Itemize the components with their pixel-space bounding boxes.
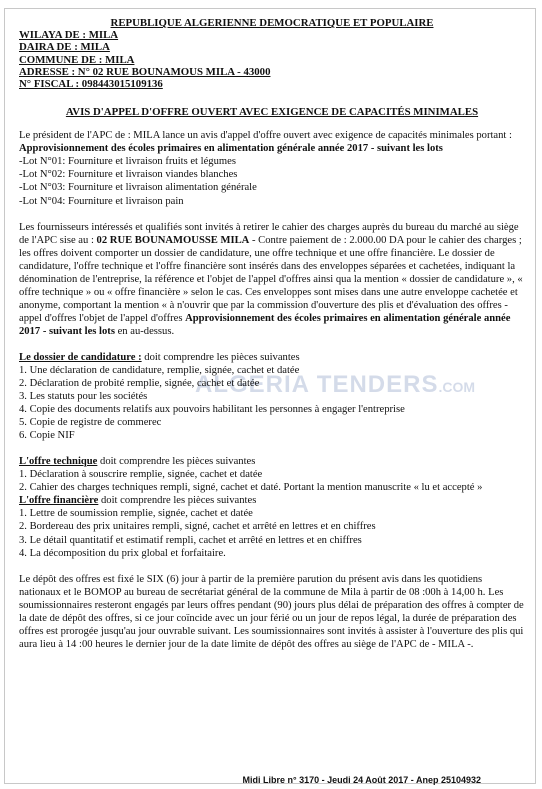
fiscal-number-line: N° FISCAL : 098443015109136 — [19, 78, 163, 91]
financiere-intro: doit comprendre les pièces suivantes — [98, 495, 257, 507]
list-item: 3. Les statuts pour les sociétés — [19, 390, 148, 402]
commune-line: COMMUNE DE : MILA — [19, 53, 135, 66]
conditions-subject: Approvisionnement des écoles primaires en alimentation générale année 2017 - suivant les lots — [19, 312, 511, 337]
list-item: 1. Déclaration à souscrire remplie, signée, cachet et datée — [19, 469, 263, 481]
notice-body — [19, 17, 525, 651]
lot-item: -Lot N°04: Fourniture et livraison pain — [19, 195, 184, 207]
dossier-heading-line — [19, 351, 525, 364]
list-item: 1. Une déclaration de candidature, remplie, signée, cachet et datée — [19, 364, 300, 376]
intro-paragraph — [19, 129, 525, 155]
conditions-text-a: Les fournisseurs intéressés et qualifiés sont invités à retirer le cahier des charges auprès du bureau du marché au siège de l'APC sise au : — [19, 221, 519, 246]
document-page — [4, 8, 536, 784]
spacer — [19, 442, 525, 455]
financiere-heading-line — [19, 494, 525, 507]
lots-list — [19, 155, 525, 207]
financiere-heading: L'offre financière — [19, 495, 99, 507]
republic-heading: REPUBLIQUE ALGERIENNE DEMOCRATIQUE ET POPULAIRE — [110, 17, 434, 29]
intro-text: Le président de l'APC de : MILA lance un avis d'appel d'offre ouvert avec exigence de capacités minimales portant : — [19, 130, 512, 142]
list-item: 2. Bordereau des prix unitaires rempli, signé, cachet et arrêté en lettres et en chiffres — [19, 521, 376, 533]
watermark-domain: .COM — [438, 379, 476, 395]
wilaya-line: WILAYA DE : MILA — [19, 29, 119, 42]
spacer — [19, 560, 525, 573]
watermark-text: ALGERIA TENDERS — [195, 371, 439, 398]
publication-footer: Midi Libre n° 3170 - Jeudi 24 Août 2017 - Anep 25104932 — [242, 775, 481, 785]
conditions-text-e: en au-dessus. — [114, 325, 175, 337]
list-item: 3. Le détail quantitatif et estimatif rempli, cachet et arrêté en lettres et en chiffres — [19, 534, 362, 546]
conditions-address: 02 RUE BOUNAMOUSSE MILA — [96, 234, 250, 246]
conditions-text-c: - Contre paiement de : 2.000.00 DA pour le cahier des charges ; les offres doivent comporter un dossier de candidature, une offre technique et une offre financière. Le dossier de candidature, l'offre technique et l'offre financière sont insérés dans des enveloppes séparées et cachetées, indiquant la dénomination de l'entreprise, la référence et l'objet de l'appel d'offres ainsi qua la mention « dossier de candidature », « offre technique » ou « offre financière » selon le cas. Ces enveloppes sont mises dans une autre enveloppe cachetée et anonyme, comportant la mention « à n'ouvrir que par la commission d'ouverture des plis et d'évaluation des offres - appel d'offres l'objet de l'appel d'offres — [19, 234, 523, 324]
list-item: 2. Cahier des charges techniques rempli, signé, cachet et daté. Portant la mention manuscrite « lu et accepté » — [19, 482, 483, 494]
list-item: 5. Copie de registre de commerec — [19, 416, 162, 428]
technique-list — [19, 468, 525, 494]
dossier-list — [19, 364, 525, 443]
spacer — [19, 338, 525, 351]
dossier-intro: doit comprendre les pièces suivantes — [141, 351, 300, 363]
intro-subject: Approvisionnement des écoles primaires en alimentation générale année 2017 - suivant les lots — [19, 143, 443, 155]
lot-item: -Lot N°03: Fourniture et livraison alimentation générale — [19, 182, 257, 194]
list-item: 6. Copie NIF — [19, 430, 75, 442]
spacer — [19, 208, 525, 221]
lot-item: -Lot N°02: Fourniture et livraison viandes blanches — [19, 169, 238, 181]
technique-intro: doit comprendre les pièces suivantes — [97, 456, 256, 468]
list-item: 4. La décomposition du prix global et forfaitaire. — [19, 547, 226, 559]
daira-line: DAIRA DE : MILA — [19, 41, 110, 54]
technique-heading: L'offre technique — [19, 456, 98, 468]
technique-heading-line — [19, 455, 525, 468]
address-line: ADRESSE : N° 02 RUE BOUNAMOUS MILA - 43000 — [19, 65, 271, 78]
list-item: 4. Copie des documents relatifs aux pouvoirs habilitant les personnes à engager l'entreprise — [19, 403, 405, 415]
financiere-list — [19, 507, 525, 559]
conditions-paragraph — [19, 221, 525, 338]
list-item: 2. Déclaration de probité remplie, signée, cachet et datée — [19, 377, 260, 389]
notice-title: AVIS D'APPEL D'OFFRE OUVERT AVEC EXIGENCE DE CAPACITÉS MINIMALES — [65, 106, 479, 119]
list-item: 1. Lettre de soumission remplie, signée, cachet et datée — [19, 508, 253, 520]
closing-paragraph: Le dépôt des offres est fixé le SIX (6) jour à partir de la première parution du présent avis dans les quotidiens nationaux et le BOMOP au bureau de secrétariat général de la commune de Mila à partir de 08 :00h à 14,00 h. Les soumissionnaires resteront engagés par leurs offres pendant (90) jours plus délai de préparation des offres à compter de la date de dépôt des offres, si ce jour coïncide avec un jour férié ou un jour de repos légal, la durée de préparation des offres est prorogée jusqu'au jour ouvrable suivant. Les soumissionnaires sont invités à assister à l'ouverture des plis qui aura lieu à 14 :00 heures le dernier jour de la date limite de dépôt des offres au siège de l'APC de - MILA -. — [19, 573, 524, 650]
dossier-heading: Le dossier de candidature : — [19, 351, 142, 363]
lot-item: -Lot N°01: Fourniture et livraison fruits et légumes — [19, 156, 236, 168]
